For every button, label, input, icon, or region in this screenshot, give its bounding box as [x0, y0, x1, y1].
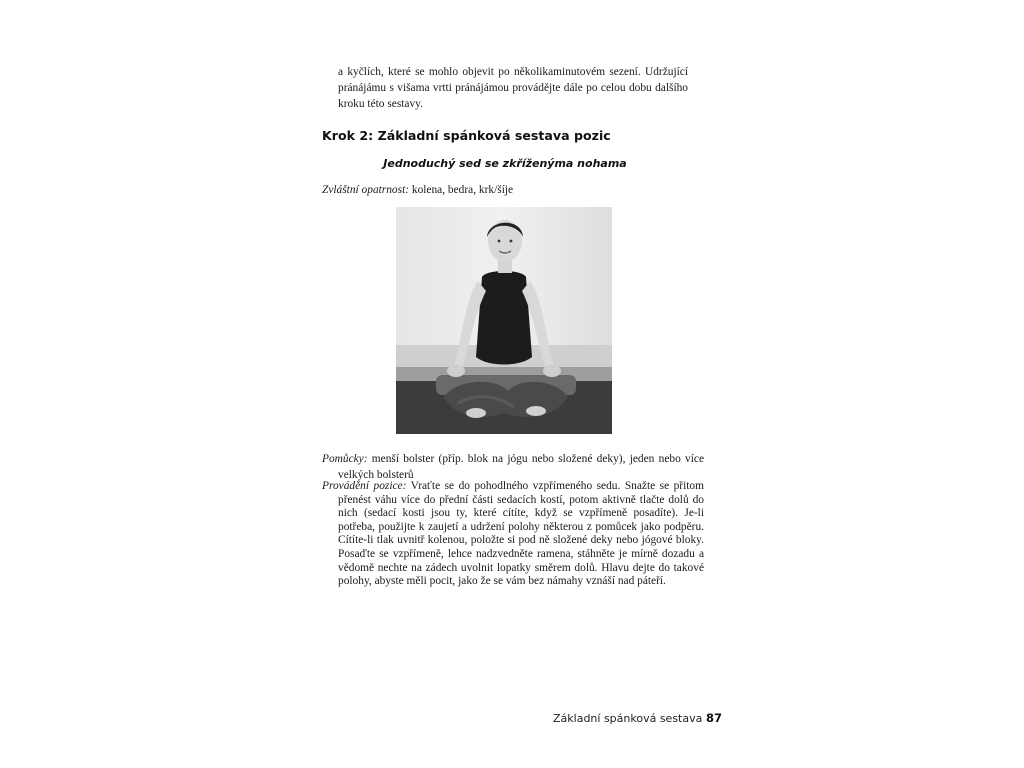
pose-photo	[396, 207, 612, 434]
props-label: Pomůcky:	[322, 453, 368, 465]
pose-title: Jednoduchý sed se zkříženýma nohama	[383, 157, 627, 170]
execution-text: Vraťte se do pohodlného vzpřímeného sedu. Snažte se přitom přenést váhu více do přední části sedacích kostí, potom aktivně tlačte dolů do nich (sedací kosti jsou ty, které cítíte, když se vzpřímeně posadíte). Je-li potřeba, použijte k zaujetí a udržení polohy některou z pomůcek jako podpěru. Cítíte-li tlak uvnitř kolenou, položte si pod ně složené deky nebo jógové bloky. Posaďte se vzpřímeně, lehce nadzvedněte ramena, stáhněte je mírně dozadu a vědomě nechte na zádech uvolnit lopatky směrem dolů. Hlavu dejte do takové polohy, abyste měli pocit, jako že se vám bez námahy vznáší nad páteří.	[338, 480, 704, 588]
section-heading: Krok 2: Základní spánková sestava pozic	[322, 128, 611, 143]
running-title: Základní spánková sestava	[553, 712, 703, 725]
execution-paragraph	[322, 480, 704, 589]
props-paragraph	[322, 451, 704, 483]
caution-text: kolena, bedra, krk/šíje	[409, 184, 514, 196]
page-number: 87	[706, 711, 723, 725]
caution-line	[322, 182, 513, 198]
caution-label: Zvláštní opatrnost:	[322, 184, 410, 196]
intro-paragraph: a kyčlích, které se mohlo objevit po několikaminutovém sezení. Udržující pránájámu s višama vrtti pránájámou provádějte dále po celou dobu dalšího kroku této sestavy.	[338, 66, 688, 110]
execution-label: Provádění pozice:	[322, 480, 407, 492]
props-text: menší bolster (příp. blok na jógu nebo složené deky), jeden nebo více velkých bolsterů	[338, 453, 704, 481]
